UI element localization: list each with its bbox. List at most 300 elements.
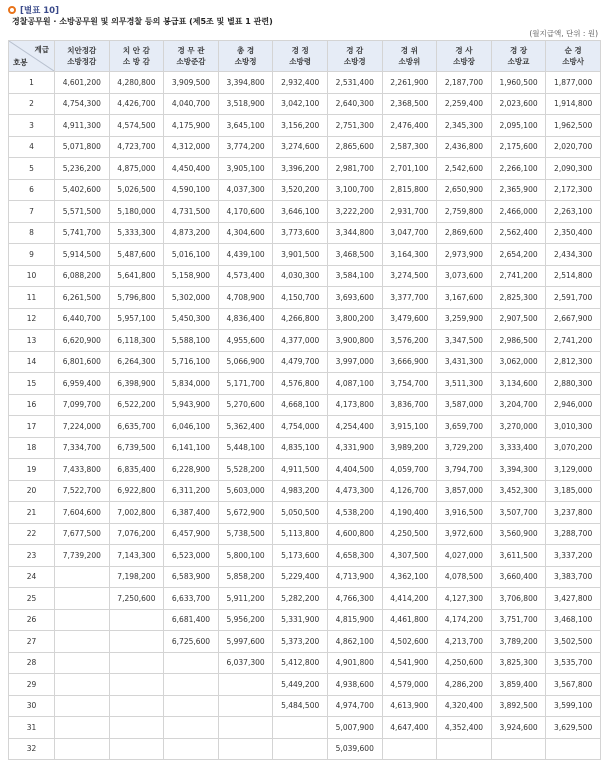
salary-cell: 7,334,700 xyxy=(55,437,110,459)
salary-cell: 2,907,500 xyxy=(491,308,546,330)
step-cell: 3 xyxy=(9,115,55,137)
step-cell: 8 xyxy=(9,222,55,244)
salary-cell: 5,180,000 xyxy=(109,201,164,223)
salary-cell: 4,502,600 xyxy=(382,631,437,653)
salary-cell: 3,396,200 xyxy=(273,158,328,180)
salary-cell: 4,250,500 xyxy=(382,523,437,545)
salary-cell: 2,751,300 xyxy=(327,115,382,137)
salary-cell: 5,741,700 xyxy=(55,222,110,244)
salary-cell: 4,601,200 xyxy=(55,72,110,94)
salary-cell: 3,836,700 xyxy=(382,394,437,416)
salary-cell: 2,869,600 xyxy=(437,222,492,244)
column-header xyxy=(218,41,273,72)
salary-cell: 5,026,500 xyxy=(109,179,164,201)
salary-cell: 5,282,200 xyxy=(273,588,328,610)
salary-cell: 7,677,500 xyxy=(55,523,110,545)
salary-cell: 2,345,300 xyxy=(437,115,492,137)
salary-cell: 6,522,200 xyxy=(109,394,164,416)
unit-note: (월지급액, 단위 : 원) xyxy=(529,29,598,38)
salary-cell: 5,412,800 xyxy=(273,652,328,674)
salary-cell: 3,100,700 xyxy=(327,179,382,201)
salary-cell: 4,538,200 xyxy=(327,502,382,524)
salary-cell: 3,924,600 xyxy=(491,717,546,739)
salary-cell: 2,667,900 xyxy=(546,308,601,330)
salary-cell: 3,129,000 xyxy=(546,459,601,481)
salary-cell: 1,914,800 xyxy=(546,93,601,115)
salary-cell xyxy=(55,631,110,653)
salary-cell: 3,518,900 xyxy=(218,93,273,115)
salary-cell: 4,266,800 xyxy=(273,308,328,330)
salary-cell: 3,972,600 xyxy=(437,523,492,545)
salary-cell: 3,773,600 xyxy=(273,222,328,244)
salary-cell: 3,535,700 xyxy=(546,652,601,674)
salary-cell: 3,070,200 xyxy=(546,437,601,459)
salary-cell: 4,574,500 xyxy=(109,115,164,137)
salary-cell: 2,436,800 xyxy=(437,136,492,158)
step-cell: 29 xyxy=(9,674,55,696)
salary-cell: 3,507,700 xyxy=(491,502,546,524)
salary-cell: 3,611,500 xyxy=(491,545,546,567)
salary-cell: 4,174,200 xyxy=(437,609,492,631)
header-row xyxy=(9,41,601,72)
salary-cell xyxy=(109,652,164,674)
salary-cell: 4,250,600 xyxy=(437,652,492,674)
salary-cell: 6,264,300 xyxy=(109,351,164,373)
salary-cell: 3,905,100 xyxy=(218,158,273,180)
salary-cell: 4,911,500 xyxy=(273,459,328,481)
salary-cell: 5,997,600 xyxy=(218,631,273,653)
salary-cell: 6,583,900 xyxy=(164,566,219,588)
fire-rank-label: 소방교 xyxy=(507,57,530,66)
salary-cell: 2,476,400 xyxy=(382,115,437,137)
salary-cell xyxy=(218,738,273,760)
fire-rank-label: 소방령 xyxy=(289,57,312,66)
salary-cell: 7,076,200 xyxy=(109,523,164,545)
salary-cell xyxy=(437,738,492,760)
salary-cell: 3,693,600 xyxy=(327,287,382,309)
table-row xyxy=(9,394,601,416)
salary-cell: 3,659,700 xyxy=(437,416,492,438)
salary-cell: 3,706,800 xyxy=(491,588,546,610)
salary-cell: 4,658,300 xyxy=(327,545,382,567)
salary-cell: 2,259,400 xyxy=(437,93,492,115)
salary-cell: 5,236,200 xyxy=(55,158,110,180)
fire-rank-label: 소방정 xyxy=(234,57,257,66)
table-row xyxy=(9,265,601,287)
police-rank-label: 경 사 xyxy=(455,46,473,55)
column-header xyxy=(546,41,601,72)
salary-cell: 5,173,600 xyxy=(273,545,328,567)
corner-header-cell xyxy=(9,41,55,72)
salary-cell: 4,974,700 xyxy=(327,695,382,717)
salary-cell: 4,404,500 xyxy=(327,459,382,481)
salary-cell: 2,812,300 xyxy=(546,351,601,373)
salary-cell: 5,716,100 xyxy=(164,351,219,373)
salary-cell: 4,414,200 xyxy=(382,588,437,610)
salary-cell: 7,522,700 xyxy=(55,480,110,502)
salary-cell: 2,701,100 xyxy=(382,158,437,180)
salary-cell: 3,646,100 xyxy=(273,201,328,223)
salary-cell: 6,959,400 xyxy=(55,373,110,395)
fire-rank-label: 소방장 xyxy=(453,57,475,66)
salary-cell: 4,541,900 xyxy=(382,652,437,674)
salary-cell: 4,304,600 xyxy=(218,222,273,244)
salary-cell: 2,350,400 xyxy=(546,222,601,244)
salary-cell: 3,394,800 xyxy=(218,72,273,94)
table-row xyxy=(9,287,601,309)
salary-cell: 5,171,700 xyxy=(218,373,273,395)
salary-cell: 4,037,300 xyxy=(218,179,273,201)
salary-cell: 2,365,900 xyxy=(491,179,546,201)
salary-cell: 7,002,800 xyxy=(109,502,164,524)
salary-cell: 5,331,900 xyxy=(273,609,328,631)
salary-cell xyxy=(164,652,219,674)
salary-cell: 2,020,700 xyxy=(546,136,601,158)
police-rank-label: 치 안 감 xyxy=(122,46,150,55)
police-rank-label: 경 위 xyxy=(400,46,418,55)
salary-cell: 5,800,100 xyxy=(218,545,273,567)
salary-cell: 4,027,000 xyxy=(437,545,492,567)
salary-cell: 6,387,400 xyxy=(164,502,219,524)
table-row xyxy=(9,416,601,438)
salary-cell: 5,229,400 xyxy=(273,566,328,588)
salary-cell: 5,911,200 xyxy=(218,588,273,610)
salary-cell: 2,986,500 xyxy=(491,330,546,352)
salary-cell: 5,738,500 xyxy=(218,523,273,545)
salary-cell xyxy=(109,609,164,631)
salary-cell: 4,040,700 xyxy=(164,93,219,115)
step-cell: 28 xyxy=(9,652,55,674)
salary-cell: 3,754,700 xyxy=(382,373,437,395)
fire-rank-label: 소방정감 xyxy=(67,57,97,66)
salary-cell: 2,880,300 xyxy=(546,373,601,395)
salary-cell: 5,333,300 xyxy=(109,222,164,244)
salary-cell: 5,039,600 xyxy=(327,738,382,760)
salary-cell xyxy=(55,566,110,588)
step-cell: 4 xyxy=(9,136,55,158)
salary-cell: 3,431,300 xyxy=(437,351,492,373)
salary-cell: 5,449,200 xyxy=(273,674,328,696)
step-cell: 10 xyxy=(9,265,55,287)
salary-cell: 7,198,200 xyxy=(109,566,164,588)
salary-cell: 4,479,700 xyxy=(273,351,328,373)
salary-cell: 3,274,500 xyxy=(382,265,437,287)
step-cell: 22 xyxy=(9,523,55,545)
salary-cell: 4,647,400 xyxy=(382,717,437,739)
salary-cell: 3,800,200 xyxy=(327,308,382,330)
salary-cell: 7,250,600 xyxy=(109,588,164,610)
salary-cell: 2,741,200 xyxy=(491,265,546,287)
salary-cell: 3,584,100 xyxy=(327,265,382,287)
salary-cell xyxy=(109,738,164,760)
salary-cell: 5,943,900 xyxy=(164,394,219,416)
salary-cell: 4,078,500 xyxy=(437,566,492,588)
salary-cell: 6,440,700 xyxy=(55,308,110,330)
salary-cell: 3,073,600 xyxy=(437,265,492,287)
step-cell: 30 xyxy=(9,695,55,717)
column-header xyxy=(382,41,437,72)
salary-cell: 3,010,300 xyxy=(546,416,601,438)
salary-cell: 6,725,600 xyxy=(164,631,219,653)
salary-cell: 5,641,800 xyxy=(109,265,164,287)
salary-cell: 5,071,800 xyxy=(55,136,110,158)
salary-cell: 3,185,000 xyxy=(546,480,601,502)
salary-cell: 4,600,800 xyxy=(327,523,382,545)
police-rank-label: 경 장 xyxy=(509,46,528,55)
salary-cell: 4,175,900 xyxy=(164,115,219,137)
table-row xyxy=(9,115,601,137)
salary-cell: 3,452,300 xyxy=(491,480,546,502)
table-row xyxy=(9,609,601,631)
step-cell: 25 xyxy=(9,588,55,610)
step-cell: 7 xyxy=(9,201,55,223)
table-row xyxy=(9,631,601,653)
salary-cell: 3,042,100 xyxy=(273,93,328,115)
salary-cell: 5,402,600 xyxy=(55,179,110,201)
salary-cell: 5,834,000 xyxy=(164,373,219,395)
salary-cell: 5,113,800 xyxy=(273,523,328,545)
step-cell: 23 xyxy=(9,545,55,567)
step-cell: 1 xyxy=(9,72,55,94)
salary-cell: 7,099,700 xyxy=(55,394,110,416)
salary-cell xyxy=(218,717,273,739)
step-cell: 21 xyxy=(9,502,55,524)
salary-cell: 3,468,100 xyxy=(546,609,601,631)
salary-cell: 4,836,400 xyxy=(218,308,273,330)
salary-cell: 5,571,500 xyxy=(55,201,110,223)
salary-cell: 5,796,800 xyxy=(109,287,164,309)
table-title-row xyxy=(8,3,59,17)
salary-cell: 3,989,200 xyxy=(382,437,437,459)
salary-cell: 3,901,500 xyxy=(273,244,328,266)
salary-cell: 4,213,700 xyxy=(437,631,492,653)
table-header xyxy=(9,41,601,72)
salary-cell: 3,344,800 xyxy=(327,222,382,244)
salary-cell: 3,270,000 xyxy=(491,416,546,438)
salary-cell: 4,754,000 xyxy=(273,416,328,438)
step-cell: 18 xyxy=(9,437,55,459)
salary-cell: 6,118,300 xyxy=(109,330,164,352)
salary-cell: 2,172,300 xyxy=(546,179,601,201)
salary-cell: 3,789,200 xyxy=(491,631,546,653)
salary-cell: 2,741,200 xyxy=(546,330,601,352)
salary-cell: 5,528,200 xyxy=(218,459,273,481)
salary-cell xyxy=(164,738,219,760)
salary-cell xyxy=(55,738,110,760)
salary-cell: 4,320,400 xyxy=(437,695,492,717)
salary-cell: 3,333,400 xyxy=(491,437,546,459)
salary-cell: 4,286,200 xyxy=(437,674,492,696)
salary-cell: 2,542,600 xyxy=(437,158,492,180)
column-header xyxy=(327,41,382,72)
salary-cell: 4,280,800 xyxy=(109,72,164,94)
salary-cell: 3,892,500 xyxy=(491,695,546,717)
salary-cell: 3,751,700 xyxy=(491,609,546,631)
table-row xyxy=(9,695,601,717)
salary-cell: 7,604,600 xyxy=(55,502,110,524)
salary-cell xyxy=(164,674,219,696)
salary-cell: 2,266,100 xyxy=(491,158,546,180)
salary-cell: 4,377,000 xyxy=(273,330,328,352)
salary-cell: 4,426,700 xyxy=(109,93,164,115)
salary-cell: 4,087,100 xyxy=(327,373,382,395)
salary-cell: 5,957,100 xyxy=(109,308,164,330)
table-row xyxy=(9,158,601,180)
salary-cell: 4,126,700 xyxy=(382,480,437,502)
step-cell: 16 xyxy=(9,394,55,416)
column-header xyxy=(491,41,546,72)
salary-cell: 4,754,300 xyxy=(55,93,110,115)
column-header xyxy=(55,41,110,72)
table-body xyxy=(9,72,601,760)
salary-cell: 3,729,200 xyxy=(437,437,492,459)
salary-cell: 3,520,200 xyxy=(273,179,328,201)
salary-cell: 7,433,800 xyxy=(55,459,110,481)
salary-cell: 2,368,500 xyxy=(382,93,437,115)
step-cell: 20 xyxy=(9,480,55,502)
salary-cell: 4,731,500 xyxy=(164,201,219,223)
salary-cell: 4,815,900 xyxy=(327,609,382,631)
salary-cell: 3,259,900 xyxy=(437,308,492,330)
salary-cell: 2,825,300 xyxy=(491,287,546,309)
salary-cell: 4,439,100 xyxy=(218,244,273,266)
salary-cell: 3,237,800 xyxy=(546,502,601,524)
salary-cell: 3,468,500 xyxy=(327,244,382,266)
salary-cell: 4,173,800 xyxy=(327,394,382,416)
salary-cell: 6,037,300 xyxy=(218,652,273,674)
salary-cell: 7,224,000 xyxy=(55,416,110,438)
salary-cell: 6,261,500 xyxy=(55,287,110,309)
salary-cell: 2,514,800 xyxy=(546,265,601,287)
fire-rank-label: 소방경 xyxy=(343,57,366,66)
police-rank-label: 총 경 xyxy=(237,46,255,55)
salary-cell: 4,450,400 xyxy=(164,158,219,180)
salary-cell: 3,587,000 xyxy=(437,394,492,416)
step-cell: 2 xyxy=(9,93,55,115)
step-cell: 27 xyxy=(9,631,55,653)
salary-cell xyxy=(109,695,164,717)
table-row xyxy=(9,717,601,739)
salary-cell: 4,576,800 xyxy=(273,373,328,395)
column-header xyxy=(273,41,328,72)
salary-cell: 5,603,000 xyxy=(218,480,273,502)
salary-cell: 6,046,100 xyxy=(164,416,219,438)
salary-cell xyxy=(55,652,110,674)
salary-cell: 2,023,600 xyxy=(491,93,546,115)
salary-cell: 5,302,000 xyxy=(164,287,219,309)
salary-cell: 2,562,400 xyxy=(491,222,546,244)
salary-cell: 6,228,900 xyxy=(164,459,219,481)
salary-cell: 3,567,800 xyxy=(546,674,601,696)
salary-cell: 5,914,500 xyxy=(55,244,110,266)
salary-cell: 4,873,200 xyxy=(164,222,219,244)
step-cell: 31 xyxy=(9,717,55,739)
salary-cell: 4,911,300 xyxy=(55,115,110,137)
table-row xyxy=(9,244,601,266)
step-cell: 26 xyxy=(9,609,55,631)
salary-cell: 3,274,600 xyxy=(273,136,328,158)
step-cell: 24 xyxy=(9,566,55,588)
salary-cell: 4,307,500 xyxy=(382,545,437,567)
salary-cell: 2,591,700 xyxy=(546,287,601,309)
salary-cell xyxy=(273,738,328,760)
salary-cell: 4,835,100 xyxy=(273,437,328,459)
salary-cell: 7,739,200 xyxy=(55,545,110,567)
salary-cell xyxy=(109,717,164,739)
salary-cell: 4,668,100 xyxy=(273,394,328,416)
salary-cell: 3,859,400 xyxy=(491,674,546,696)
salary-cell: 4,059,700 xyxy=(382,459,437,481)
table-row xyxy=(9,308,601,330)
salary-cell: 4,708,900 xyxy=(218,287,273,309)
salary-cell: 2,815,800 xyxy=(382,179,437,201)
salary-cell: 4,938,600 xyxy=(327,674,382,696)
salary-cell: 3,502,500 xyxy=(546,631,601,653)
step-cell: 15 xyxy=(9,373,55,395)
salary-cell: 3,576,200 xyxy=(382,330,437,352)
salary-cell: 2,654,200 xyxy=(491,244,546,266)
salary-cell: 3,347,500 xyxy=(437,330,492,352)
column-header xyxy=(164,41,219,72)
salary-cell: 5,858,200 xyxy=(218,566,273,588)
table-row xyxy=(9,588,601,610)
salary-cell: 3,560,900 xyxy=(491,523,546,545)
salary-cell: 4,127,300 xyxy=(437,588,492,610)
table-row xyxy=(9,136,601,158)
salary-cell: 1,962,500 xyxy=(546,115,601,137)
salary-cell: 4,573,400 xyxy=(218,265,273,287)
salary-cell: 6,141,100 xyxy=(164,437,219,459)
salary-cell: 3,660,400 xyxy=(491,566,546,588)
salary-cell: 3,337,200 xyxy=(546,545,601,567)
police-rank-label: 경 무 관 xyxy=(177,46,205,55)
salary-cell: 7,143,300 xyxy=(109,545,164,567)
salary-cell: 2,932,400 xyxy=(273,72,328,94)
salary-cell: 5,066,900 xyxy=(218,351,273,373)
step-cell: 5 xyxy=(9,158,55,180)
salary-cell: 2,434,300 xyxy=(546,244,601,266)
salary-cell: 1,960,500 xyxy=(491,72,546,94)
salary-cell xyxy=(164,717,219,739)
salary-cell: 2,090,300 xyxy=(546,158,601,180)
salary-cell xyxy=(218,674,273,696)
salary-cell: 3,599,100 xyxy=(546,695,601,717)
salary-cell: 3,997,000 xyxy=(327,351,382,373)
salary-cell: 3,825,300 xyxy=(491,652,546,674)
salary-cell: 3,167,600 xyxy=(437,287,492,309)
corner-grade-label: 계급 xyxy=(34,45,49,54)
table-row xyxy=(9,330,601,352)
salary-table xyxy=(8,40,601,760)
salary-cell: 4,901,800 xyxy=(327,652,382,674)
table-row xyxy=(9,222,601,244)
salary-cell: 2,650,900 xyxy=(437,179,492,201)
salary-cell: 3,857,000 xyxy=(437,480,492,502)
salary-cell: 5,050,500 xyxy=(273,502,328,524)
salary-cell: 5,450,300 xyxy=(164,308,219,330)
salary-cell: 4,461,800 xyxy=(382,609,437,631)
police-rank-label: 경 감 xyxy=(346,46,364,55)
salary-cell: 4,312,000 xyxy=(164,136,219,158)
salary-cell: 4,862,100 xyxy=(327,631,382,653)
salary-cell: 3,204,700 xyxy=(491,394,546,416)
salary-cell: 3,666,900 xyxy=(382,351,437,373)
step-cell: 6 xyxy=(9,179,55,201)
salary-cell: 3,164,300 xyxy=(382,244,437,266)
salary-cell: 3,134,600 xyxy=(491,373,546,395)
salary-cell: 3,377,700 xyxy=(382,287,437,309)
salary-cell: 3,774,200 xyxy=(218,136,273,158)
